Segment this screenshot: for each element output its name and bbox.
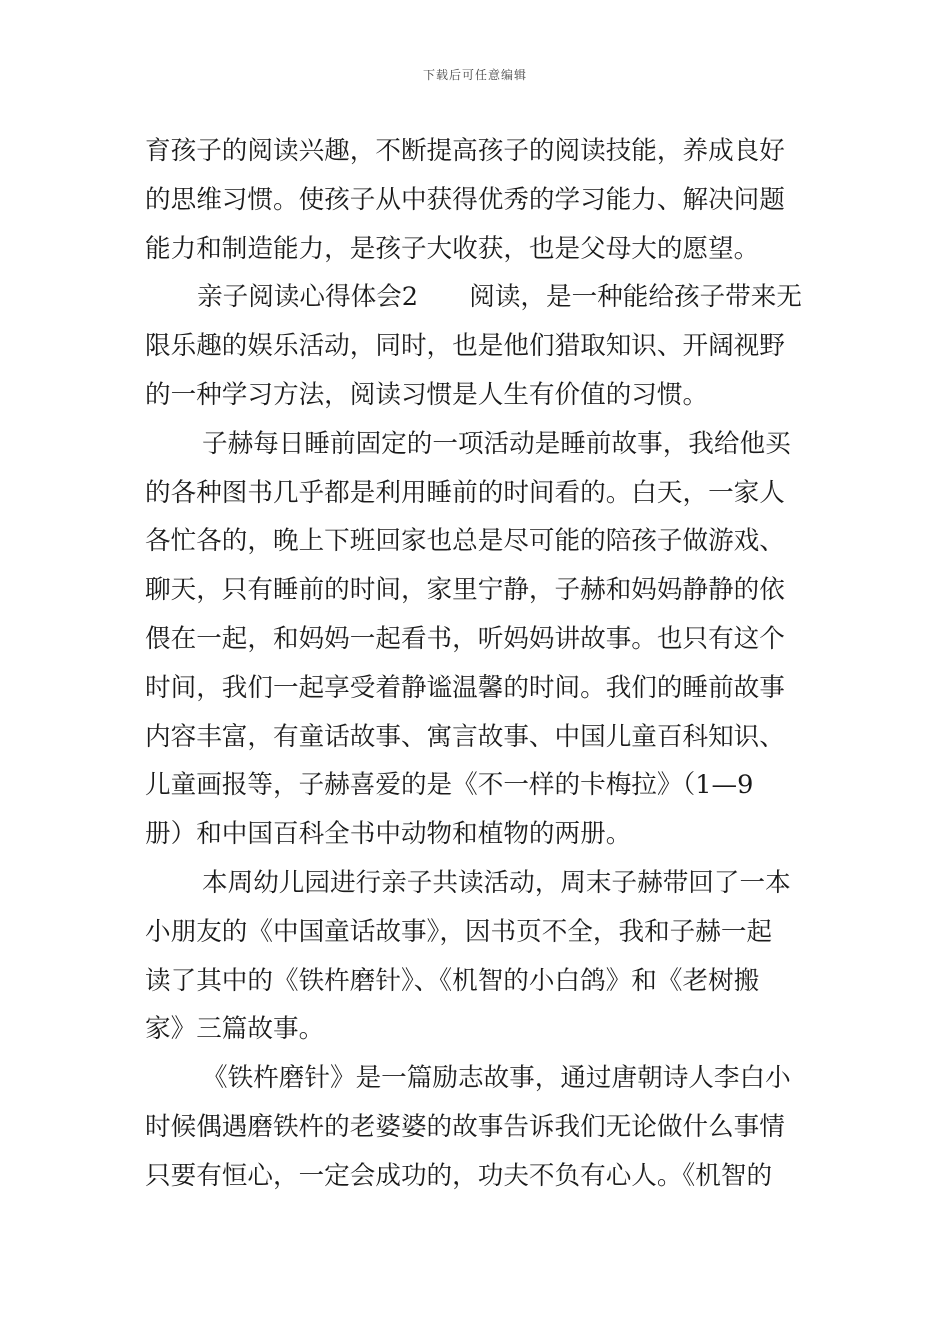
text-line: 子赫每日睡前固定的一项活动是睡前故事，我给他买 [202,428,791,459]
text-line: 儿童画报等，子赫喜爱的是《不一样的卡梅拉》（1—9 [145,770,754,801]
text-line: 册）和中国百科全书中动物和植物的两册。 [145,819,632,850]
text-line: 只要有恒心，一定会成功的，功夫不负有心人。《机智的 [145,1160,773,1191]
body-text [145,127,815,1201]
text-line: 的思维习惯。使孩子从中获得优秀的学习能力、解决问题 [145,184,785,215]
text-line: 偎在一起，和妈妈一起看书，听妈妈讲故事。也只有这个 [145,623,785,654]
text-line: 育孩子的阅读兴趣，不断提高孩子的阅读技能，养成良好 [145,136,785,166]
text-line: 聊天，只有睡前的时间，家里宁静，子赫和妈妈静静的依 [145,575,785,606]
header-note: 下载后可任意编辑 [422,68,527,82]
text-line: 亲子阅读心得体会2 阅读，是一种能给孩子带来无 [197,282,802,313]
text-line: 时间，我们一起享受着静谧温馨的时间。我们的睡前故事 [145,672,785,703]
text-line: 限乐趣的娱乐活动，同时，也是他们猎取知识、开阔视野 [145,331,785,362]
text-line: 能力和制造能力，是孩子大收获，也是父母大的愿望。 [145,233,760,264]
text-line: 本周幼儿园进行亲子共读活动，周末子赫带回了一本 [202,867,791,898]
text-line: 《铁杵磨针》是一篇励志故事，通过唐朝诗人李白小 [202,1063,791,1094]
text-line: 的一种学习方法，阅读习惯是人生有价值的习惯。 [145,379,709,410]
text-line: 家》三篇故事。 [145,1014,325,1045]
text-line: 小朋友的《中国童话故事》，因书页不全，我和子赫一起 [145,916,773,947]
text-line: 各忙各的，晚上下班回家也总是尽可能的陪孩子做游戏、 [145,526,785,557]
text-line: 读了其中的《铁杵磨针》、《机智的小白鸽》和《老树搬 [145,965,760,996]
text-line: 时候偶遇磨铁杵的老婆婆的故事告诉我们无论做什么事情 [145,1111,785,1142]
text-line: 内容丰富，有童话故事、寓言故事、中国儿童百科知识、 [145,721,785,752]
text-line: 的各种图书几乎都是利用睡前的时间看的。白天，一家人 [145,477,785,508]
